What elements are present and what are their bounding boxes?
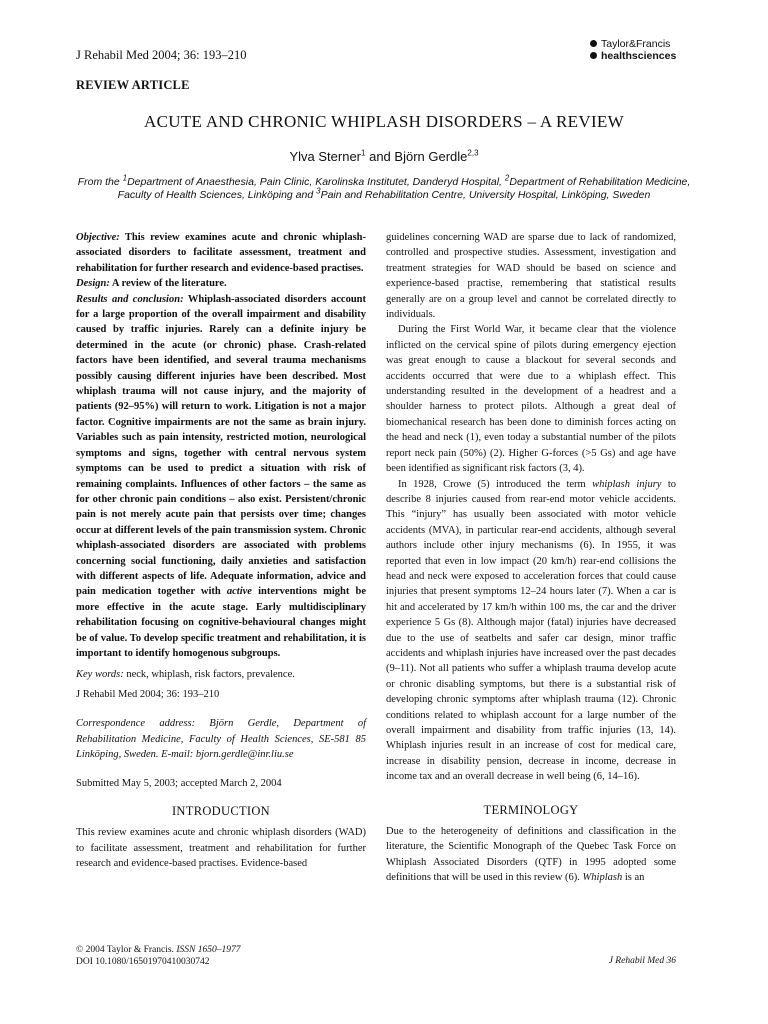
- author-list: [76, 149, 692, 164]
- body-text: to describe 8 injuries caused from rear-end motor vehicle accidents. This “injury” has usually been associated with motor vehicle accidents (MVA), in particular rear-end accidents, although several authors include other injury mechanisms (6). In 1955, it was reported that even in low impact (20 km/h) rear-end collisions the head and neck were exposed to acceleration forces that could cause injuries that present symptoms 12–24 hours later (7). When a car is hit and accelerated by 17 km/h within 100 ms, the car and the driver experience 5 Gs (8). Although major (fatal) injuries have decreased due to the use of seatbelts and safer car design, minor traffic accidents and whiplash injuries have increased over the past decades (9–11). Not all patients who suffer a whiplash trauma develop acute or chronic disabling symptoms, but there is a substantial risk of developing chronic symptoms after whiplash trauma (12). Chronic conditions related to whiplash account for a large number of the overall impairment and disability from traffic injuries (13, 14). Whiplash injuries result in an increase of cost for medical care, increase in disability pension, decrease in income, decrease in income tax and an overall decrease in well being (6, 14–16).: [386, 478, 676, 783]
- body-text: In 1928, Crowe (5) introduced the term: [398, 478, 593, 490]
- publisher-name: Taylor&Francis: [601, 38, 671, 50]
- affiliation-mark: 3: [316, 186, 321, 196]
- introduction-paragraph: This review examines acute and chronic whiplash disorders (WAD) to facilitate assessment, treatment and rehabilitation for further research and evidence-based practises. Evidence-based: [76, 827, 366, 870]
- results-text: interventions might be more effective in the acute stage. Early multidisciplinary rehabilitation focusing on cognitive-behavioural changes might be of value. To develop specific treatment and rehabilitation, it is important to identify homogenous subgroups.: [76, 586, 367, 659]
- abstract: [76, 230, 366, 661]
- left-column: [76, 230, 366, 871]
- footer-copyright: [76, 944, 240, 968]
- journal-reference: J Rehabil Med 2004; 36: 193–210: [76, 48, 247, 62]
- body-emphasis: Whiplash: [582, 872, 623, 884]
- right-column: [386, 230, 676, 886]
- affiliation-mark: 2: [504, 173, 510, 183]
- author-affiliation-mark: 1: [361, 148, 366, 158]
- design-text: A review of the literature.: [109, 278, 227, 290]
- objective-text: This review examines acute and chronic whiplash-associated disorders to facilitate assessment, treatment and rehabilitation for further research and evidence-based practises.: [76, 232, 366, 274]
- affiliation-text: From the: [77, 176, 123, 188]
- terminology-heading: TERMINOLOGY: [483, 802, 579, 817]
- design-label: Design:: [76, 278, 110, 290]
- results-label: Results and conclusion:: [76, 293, 184, 305]
- copyright-text: © 2004 Taylor & Francis.: [76, 945, 177, 955]
- affiliation-text: Department of Rehabilitation Medicine, Faculty of Health Sciences, Linköping and: [117, 176, 691, 201]
- author-name: Björn Gerdle: [394, 149, 468, 164]
- body-text: Due to the heterogeneity of definitions and classification in the literature, the Scientific Monograph of the Quebec Task Force on Whiplash Associated Disorders (QTF) in 1995 adopted some definitions that will be used in this review (6).: [386, 826, 676, 884]
- body-paragraph: guidelines concerning WAD are sparse due to lack of randomized, controlled and prospective studies. Assessment, investigation and treatment strategies for WAD should be based on science and experience-based practise, remembering that statistical results generally are on a group level and cannot be correlated directly to individuals.: [386, 232, 676, 321]
- results-text: Whiplash-associated disorders account for a large proportion of the overall impairment and disability caused by traffic injuries. Rarely can a definite injury be determined in the acute (or chronic) phase. Crash-related factors have been identified, and several trauma mechanisms possibly causing different injuries have been described. Most whiplash trauma will not cause injury, and the majority of patients (92–95%) will return to work. Litigation is not a major factor. Cognitive impairments are not the same as brain injury. Variables such as pain intensity, restricted motion, neurological symptoms and signs, together with central nervous system symptoms can be used to predict a situation with risk of remaining complaints. Influences of other factors – the same as for other chronic pain conditions – also exist. Persistent/chronic pain is not merely acute pain that persists over time; changes occur at different levels of the pain transmission system. Chronic whiplash-associated disorders are associated with problems concerning social functioning, daily anxieties and satisfaction with different aspects of life. Adequate information, advice and pain medication together with: [76, 293, 367, 598]
- keywords-label: Key words:: [76, 669, 124, 681]
- results-emphasis: active: [226, 586, 252, 598]
- affiliation-text: Department of Anaesthesia, Pain Clinic, Karolinska Institutet, Danderyd Hospital,: [127, 176, 505, 188]
- body-paragraph: [386, 824, 676, 886]
- body-emphasis: whiplash injury: [592, 478, 662, 490]
- body-paragraph: [386, 477, 676, 785]
- keywords-text: neck, whiplash, risk factors, prevalence.: [123, 669, 295, 681]
- correspondence-address: Correspondence address: Björn Gerdle, Department of Rehabilitation Medicine, Faculty of Health Sciences, SE-581 85 Linköping, Sweden. E-mail: bjorn.gerdle@inr.liu.se: [76, 718, 366, 760]
- issn-text: ISSN 1650–1977: [176, 945, 241, 955]
- author-name: Ylva Sterner: [289, 149, 362, 164]
- publisher-division: healthsciences: [601, 50, 677, 62]
- journal-reference-secondary: J Rehabil Med 2004; 36: 193–210: [76, 688, 220, 700]
- author-affiliation-mark: 2,3: [467, 148, 479, 158]
- body-paragraph: During the First World War, it became clear that the violence inflicted on the cervical spine of pilots during emergency ejection was great enough to cause a blackout for several seconds and accidents occurred that were due to a whiplash effect. This understanding resulted in the development of a headrest and a shoulder harness to protect pilots. Although a great deal of biomechanical research has been done to diminish forces acting on the head and neck (1), even today a substantial number of the pilots report neck pain (50%) (2). Higher G-forces (>5 Gs) and age have been identified as significant risk factors (3, 4).: [386, 324, 676, 475]
- publisher-dots-icon: [590, 40, 598, 62]
- doi-text: DOI 10.1080/16501970410030742: [76, 957, 210, 967]
- affiliation-text: Pain and Rehabilitation Centre, University Hospital, Linköping, Sweden: [320, 189, 651, 201]
- footer-journal-ref: J Rehabil Med 36: [608, 956, 676, 966]
- affiliation-mark: 1: [122, 173, 128, 183]
- article-type: REVIEW ARTICLE: [76, 78, 190, 92]
- objective-label: Objective:: [76, 232, 120, 243]
- keywords: [76, 667, 366, 682]
- submission-dates: Submitted May 5, 2003; accepted March 2, 2004: [76, 778, 282, 790]
- introduction-heading: INTRODUCTION: [171, 803, 271, 818]
- article-title: ACUTE AND CHRONIC WHIPLASH DISORDERS – A REVIEW: [144, 112, 624, 131]
- body-text: is an: [622, 872, 645, 884]
- affiliations: [76, 173, 692, 202]
- author-joiner: and: [365, 149, 395, 164]
